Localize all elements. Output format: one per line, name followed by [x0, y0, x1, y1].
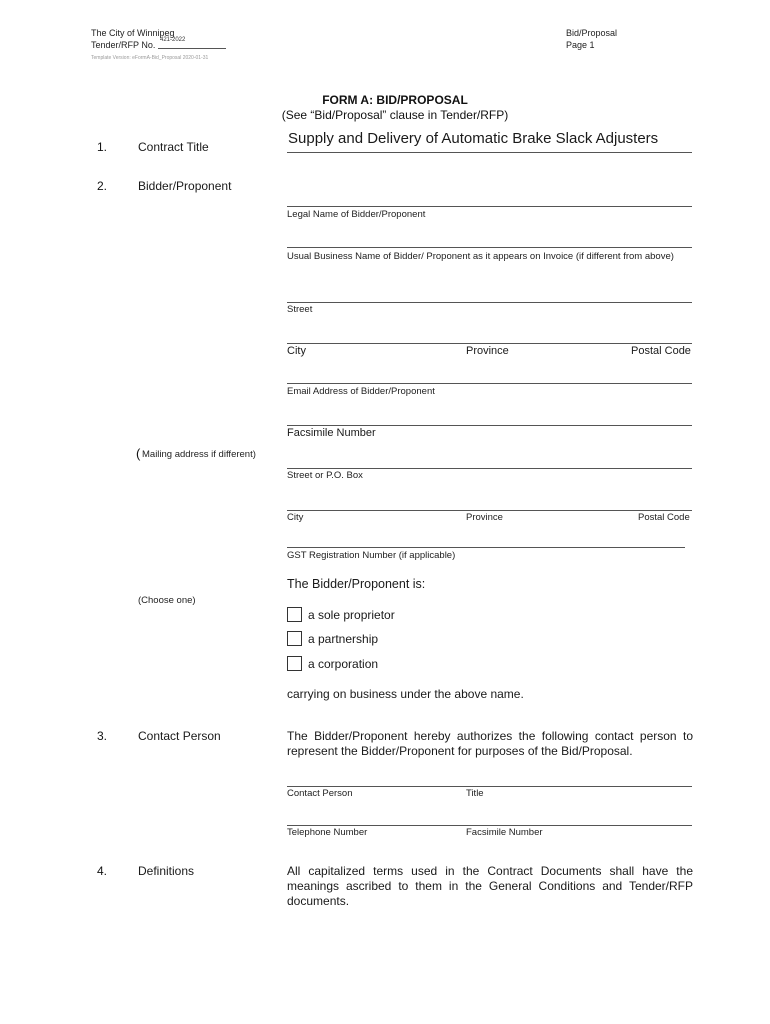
sole-proprietor-label: a sole proprietor: [308, 608, 395, 622]
street-field[interactable]: [287, 302, 692, 303]
section-1-label: Contract Title: [138, 140, 209, 154]
tender-number: 421-2022: [160, 37, 186, 43]
org-name: The City of Winnipeg: [91, 28, 175, 38]
template-version: Template Version: eFormA-Bid_Proposal 2020-01-31: [91, 55, 209, 61]
section-2-label: Bidder/Proponent: [138, 179, 232, 193]
fax-field[interactable]: [287, 425, 692, 426]
gst-label: GST Registration Number (if applicable): [287, 550, 456, 561]
bidder-is-label: The Bidder/Proponent is:: [287, 577, 426, 591]
mailing-address-note: Mailing address if different): [142, 449, 256, 460]
form-type: Bid/Proposal: [566, 28, 618, 38]
email-label: Email Address of Bidder/Proponent: [287, 386, 435, 397]
corporation-label: a corporation: [308, 657, 379, 671]
city-province-postal-field[interactable]: [287, 343, 692, 344]
province-label: Province: [466, 345, 509, 357]
province2-label: Province: [466, 512, 503, 523]
corporation-checkbox[interactable]: [287, 656, 302, 671]
contract-title-value: Supply and Delivery of Automatic Brake Slack Adjusters: [288, 130, 659, 147]
contact-fax-label: Facsimile Number: [466, 827, 543, 838]
section-4-label: Definitions: [138, 864, 195, 878]
mailing-city-field[interactable]: [287, 510, 692, 511]
contact-person-label: Contact Person: [287, 788, 353, 799]
city2-label: City: [287, 512, 304, 523]
contract-title-line: [287, 152, 692, 153]
definitions-text: All capitalized terms used in the Contract Documents shall have the meanings ascribed to them in the General Conditions and Tender/RFP documents.: [287, 864, 693, 908]
form-subtitle: (See “Bid/Proposal” clause in Tender/RFP): [281, 108, 509, 122]
section-4-number: 4.: [97, 864, 108, 878]
form-title: FORM A: BID/PROPOSAL: [322, 93, 468, 107]
street-po-label: Street or P.O. Box: [287, 470, 363, 481]
telephone-label: Telephone Number: [287, 827, 368, 838]
section-2-number: 2.: [97, 179, 108, 193]
section-3-number: 3.: [97, 729, 108, 743]
contact-phone-field[interactable]: [287, 825, 692, 826]
page-number: Page 1: [566, 40, 595, 50]
section-1-number: 1.: [97, 140, 108, 154]
legal-name-field[interactable]: [287, 206, 692, 207]
mailing-street-field[interactable]: [287, 468, 692, 469]
partnership-label: a partnership: [308, 632, 379, 646]
fax-label: Facsimile Number: [287, 427, 376, 439]
usual-name-label: Usual Business Name of Bidder/ Proponent as it appears on Invoice (if different from above): [287, 251, 674, 262]
contact-person-field[interactable]: [287, 786, 692, 787]
contact-title-label: Title: [466, 788, 484, 799]
street-label: Street: [287, 304, 313, 315]
sole-proprietor-checkbox[interactable]: [287, 607, 302, 622]
postal-code-label: Postal Code: [631, 345, 691, 357]
carrying-on-text: carrying on business under the above name.: [287, 687, 524, 701]
usual-name-field[interactable]: [287, 247, 692, 248]
city-label: City: [287, 345, 306, 357]
partnership-checkbox[interactable]: [287, 631, 302, 646]
contact-authorization-text: The Bidder/Proponent hereby authorizes the following contact person to represent the Bidder/Proponent for purposes of the Bid/Proposal.: [287, 729, 693, 758]
gst-field[interactable]: [287, 547, 685, 548]
legal-name-label: Legal Name of Bidder/Proponent: [287, 209, 426, 220]
postal2-label: Postal Code: [638, 512, 690, 523]
tender-number-line: [158, 48, 226, 49]
tender-label: Tender/RFP No.: [91, 40, 156, 50]
choose-one-label: (Choose one): [138, 595, 196, 606]
mailing-paren: (: [136, 446, 141, 461]
section-3-label: Contact Person: [138, 729, 221, 743]
email-field[interactable]: [287, 383, 692, 384]
